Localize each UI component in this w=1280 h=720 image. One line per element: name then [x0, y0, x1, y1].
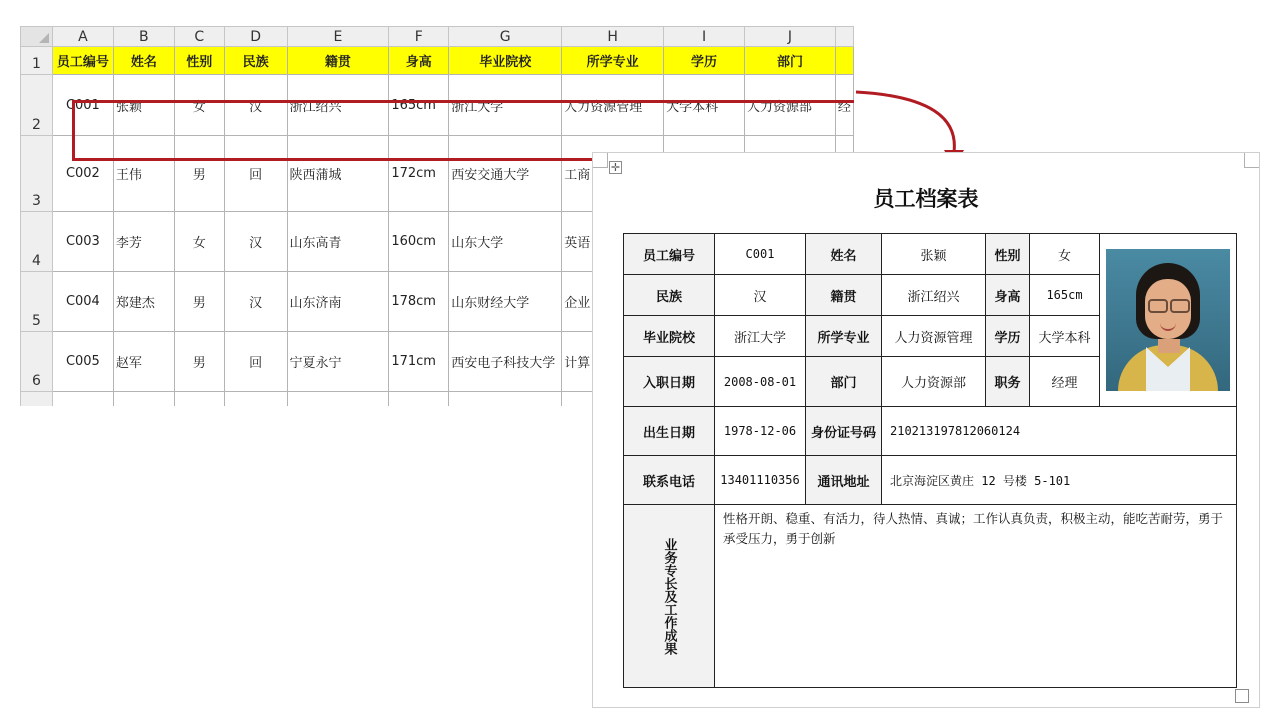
cell-id[interactable]: C003 [52, 212, 113, 272]
empty-cell[interactable] [113, 392, 174, 407]
value-origin[interactable]: 浙江绍兴 [882, 275, 986, 316]
header-cell[interactable]: 所学专业 [562, 47, 664, 75]
cell-height[interactable]: 178cm [389, 272, 449, 332]
row-header-4[interactable]: 4 [21, 212, 53, 272]
cell-height[interactable]: 172cm [389, 136, 449, 212]
cell-degree[interactable]: 大学本科 [664, 75, 745, 136]
row-header-6[interactable]: 6 [21, 332, 53, 392]
value-height[interactable]: 165cm [1030, 275, 1100, 316]
column-header-e[interactable]: E [287, 27, 389, 47]
label-skills [624, 505, 715, 688]
cell-origin[interactable]: 浙江绍兴 [287, 75, 389, 136]
column-header-b[interactable]: B [113, 27, 174, 47]
header-cell[interactable]: 员工编号 [52, 47, 113, 75]
empty-cell[interactable] [389, 392, 449, 407]
cell-origin[interactable]: 陕西蒲城 [287, 136, 389, 212]
cell-name[interactable]: 王伟 [113, 136, 174, 212]
label-phone: 联系电话 [624, 456, 715, 505]
empty-cell[interactable] [52, 392, 113, 407]
label-address: 通讯地址 [806, 456, 882, 505]
value-degree[interactable]: 大学本科 [1030, 316, 1100, 357]
label-position: 职务 [986, 357, 1030, 407]
value-school[interactable]: 浙江大学 [715, 316, 806, 357]
cell-name[interactable]: 李芳 [113, 212, 174, 272]
column-header-f[interactable]: F [389, 27, 449, 47]
header-cell[interactable]: 姓名 [113, 47, 174, 75]
value-emp-id[interactable]: C001 [715, 234, 806, 275]
row-header-7[interactable] [21, 392, 53, 407]
cell-major[interactable]: 英语 [562, 212, 664, 272]
table-move-handle-icon[interactable]: ✛ [610, 161, 621, 174]
cell-school[interactable]: 山东大学 [449, 212, 562, 272]
value-major[interactable]: 人力资源管理 [882, 316, 986, 357]
column-header-j[interactable]: J [745, 27, 836, 47]
row-header-3[interactable]: 3 [21, 136, 53, 212]
cell-major[interactable]: 企业 [562, 272, 664, 332]
cell-dept[interactable]: 人力资源部 [745, 75, 836, 136]
label-dept: 部门 [806, 357, 882, 407]
column-header-a[interactable]: A [52, 27, 113, 47]
page-corner-mark [593, 153, 608, 168]
cell-school[interactable]: 西安电子科技大学 [449, 332, 562, 392]
cell-ethnicity[interactable]: 回 [224, 332, 287, 392]
cell-name[interactable]: 张颖 [113, 75, 174, 136]
value-address[interactable]: 北京海淀区黄庄 12 号楼 5-101 [882, 456, 1237, 505]
cell-ethnicity[interactable]: 回 [224, 136, 287, 212]
cell-name[interactable]: 郑建杰 [113, 272, 174, 332]
header-cell[interactable] [835, 47, 853, 75]
cell-ethnicity[interactable]: 汉 [224, 75, 287, 136]
label-origin: 籍贯 [806, 275, 882, 316]
value-position[interactable]: 经理 [1030, 357, 1100, 407]
label-skills-text: 业务专长及工作成果 [661, 537, 677, 655]
label-school: 毕业院校 [624, 316, 715, 357]
employee-form-table [623, 233, 1237, 688]
cell-id[interactable]: C002 [52, 136, 113, 212]
value-dept[interactable]: 人力资源部 [882, 357, 986, 407]
cell-gender[interactable]: 男 [174, 136, 224, 212]
cell-major[interactable]: 计算 [562, 332, 664, 392]
table-row [21, 75, 854, 136]
column-header-c[interactable]: C [174, 27, 224, 47]
select-all-corner[interactable] [21, 27, 53, 47]
cell-ethnicity[interactable]: 汉 [224, 272, 287, 332]
photo-cell[interactable] [1100, 234, 1237, 407]
value-hire-date[interactable]: 2008-08-01 [715, 357, 806, 407]
cell-origin[interactable]: 山东高青 [287, 212, 389, 272]
cell-id[interactable]: C001 [52, 75, 113, 136]
column-header-i[interactable]: I [664, 27, 745, 47]
header-cell[interactable]: 毕业院校 [449, 47, 562, 75]
empty-cell[interactable] [224, 392, 287, 407]
cell-gender[interactable]: 女 [174, 212, 224, 272]
cell-height[interactable]: 160cm [389, 212, 449, 272]
employee-photo [1106, 249, 1230, 391]
document-page [592, 152, 1260, 708]
cell-height[interactable]: 165cm [389, 75, 449, 136]
cell-origin[interactable]: 宁夏永宁 [287, 332, 389, 392]
value-gender[interactable]: 女 [1030, 234, 1100, 275]
value-birth[interactable]: 1978-12-06 [715, 407, 806, 456]
empty-cell[interactable] [449, 392, 562, 407]
empty-cell[interactable] [174, 392, 224, 407]
cell-gender[interactable]: 男 [174, 272, 224, 332]
label-major: 所学专业 [806, 316, 882, 357]
column-header-d[interactable]: D [224, 27, 287, 47]
label-idcard: 身份证号码 [806, 407, 882, 456]
row-header-1[interactable]: 1 [21, 47, 53, 75]
header-cell[interactable]: 身高 [389, 47, 449, 75]
header-cell[interactable]: 民族 [224, 47, 287, 75]
label-gender: 性别 [986, 234, 1030, 275]
value-skills[interactable]: 性格开朗、稳重、有活力，待人热情、真诚；工作认真负责，积极主动，能吃苦耐劳，勇于承受压力，勇于创新 [715, 505, 1237, 688]
cell-id[interactable]: C004 [52, 272, 113, 332]
cell-origin[interactable]: 山东济南 [287, 272, 389, 332]
cell-ethnicity[interactable]: 汉 [224, 212, 287, 272]
row-header-5[interactable]: 5 [21, 272, 53, 332]
cell-gender[interactable]: 男 [174, 332, 224, 392]
cell-name[interactable]: 赵军 [113, 332, 174, 392]
header-cell[interactable]: 性别 [174, 47, 224, 75]
cell-major[interactable]: 工商 [562, 136, 664, 212]
header-cell[interactable]: 部门 [745, 47, 836, 75]
table-resize-handle-icon[interactable] [1235, 689, 1249, 703]
column-header-k[interactable] [835, 27, 853, 47]
label-name: 姓名 [806, 234, 882, 275]
header-cell[interactable]: 籍贯 [287, 47, 389, 75]
label-degree: 学历 [986, 316, 1030, 357]
column-header-h[interactable]: H [562, 27, 664, 47]
value-phone[interactable]: 13401110356 [715, 456, 806, 505]
cell-gender[interactable]: 女 [174, 75, 224, 136]
document-title: 员工档案表 [873, 187, 979, 211]
page-corner-mark [1244, 153, 1259, 168]
empty-cell[interactable] [287, 392, 389, 407]
value-idcard[interactable]: 210213197812060124 [882, 407, 1237, 456]
cell-extra[interactable]: 经 [835, 75, 853, 136]
header-cell[interactable]: 学历 [664, 47, 745, 75]
cell-major[interactable]: 人力资源管理 [562, 75, 664, 136]
cell-school[interactable]: 西安交通大学 [449, 136, 562, 212]
column-header-g[interactable]: G [449, 27, 562, 47]
cell-school[interactable]: 浙江大学 [449, 75, 562, 136]
value-ethnicity[interactable]: 汉 [715, 275, 806, 316]
cell-height[interactable]: 171cm [389, 332, 449, 392]
cell-school[interactable]: 山东财经大学 [449, 272, 562, 332]
value-name[interactable]: 张颖 [882, 234, 986, 275]
cell-id[interactable]: C005 [52, 332, 113, 392]
label-hire-date: 入职日期 [624, 357, 715, 407]
label-height: 身高 [986, 275, 1030, 316]
label-emp-id: 员工编号 [624, 234, 715, 275]
row-header-2[interactable]: 2 [21, 75, 53, 136]
label-ethnicity: 民族 [624, 275, 715, 316]
label-birth: 出生日期 [624, 407, 715, 456]
